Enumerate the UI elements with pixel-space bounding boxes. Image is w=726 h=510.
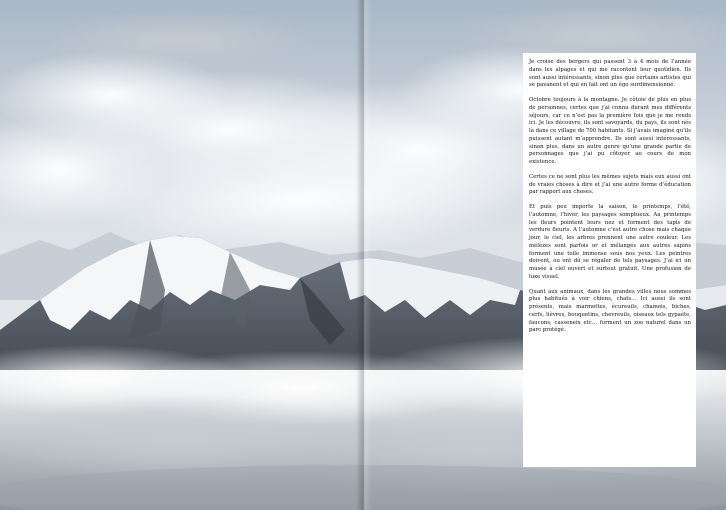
article-paragraph-4: Et puis peu importe la saison, le printemps, l’été, l’automne, l’hiver, les paysages somptueux. Au printemps les fleurs pointent leurs nez et forment des tapis de verdure fleuris. A l’automne c’est autre chose mais chaque jour, le ciel, les arbres prennent une autre couleur. Les mélèzes sont parfois or et mélangés aux autres sapins forment une toile immense sous nos yeux. Les peintres doivent, ou ont dû se régaler de tels paysages. J’ai ici un musée à ciel ouvert et surtout gratuit. Une profusion de luxe visuel. [529, 204, 691, 280]
article-paragraph-1: Je croise des bergers qui passent 3 à 4 mois de l’année dans les alpages et qui me racontent leur quotidien. Ils sont aussi intéressants, sinon plus que certains artistes qui se pavanent et qui en fait ont un égo surdimensionné. [529, 59, 691, 89]
page-gutter [356, 0, 372, 510]
article-text-box [523, 53, 696, 467]
article-paragraph-3: Certes ce ne sont plus les mêmes sujets mais eux aussi ont de vraies choses à dire et j’ai une autre forme d’éducation par rapport aux choses. [529, 173, 691, 196]
article-paragraph-2: Octobre toujours à la montagne. Je côtoie de plus en plus de personnes, certes que j’ai connu durant mes différents séjours, car ce n’est pas la première fois que je me rends ici. Je les découvre, ils sont savoyards, du pays, ils sont nés là dans ce village de 700 habitants. Si j’avais imaginé qu’ils puissent autant m’apprendre. Ils sont aussi intéressants, sinon plus, dans un autre genre qu’une grande partie de personnages que j’ai pu côtoyer au cours de mon existence. [529, 97, 691, 165]
article-paragraph-5: Quant aux animaux, dans les grandes villes nous sommes plus habitués à voir chiens, chats… Ici aussi ils sont présents, mais marmottes, écureuils, chamois, biches, cerfs, lièvres, bouquetins, chevreuils, oiseaux tels gypaète, faucons, casseneix etc… forment un zoo naturel dans un parc protégé. [529, 288, 691, 334]
